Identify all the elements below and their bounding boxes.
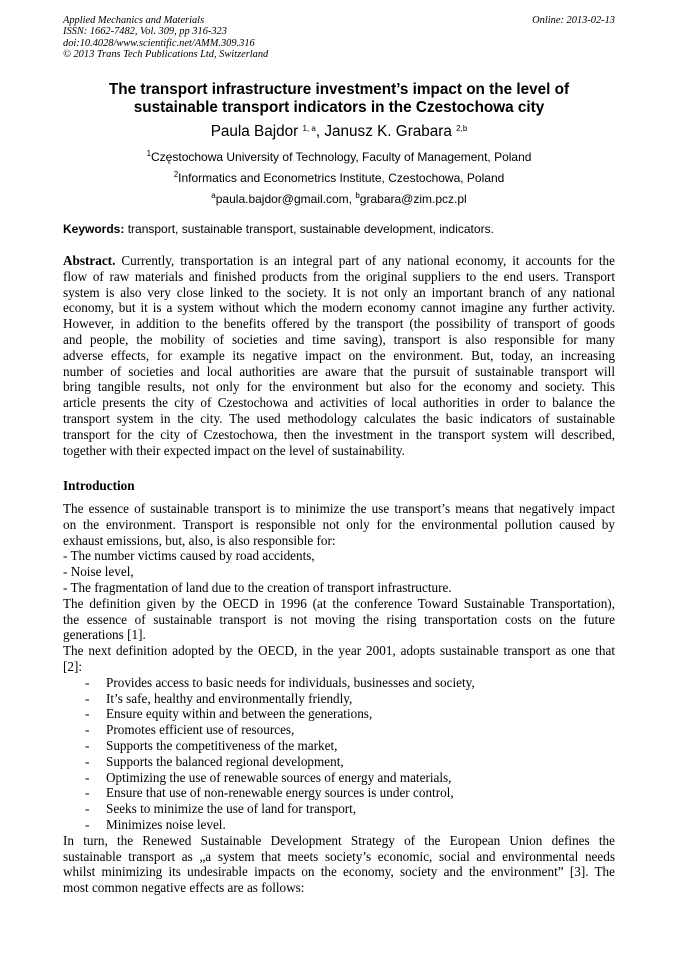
affiliation-2-text: Informatics and Econometrics Institute, Czestochowa, Poland	[178, 171, 505, 185]
abstract-line: However, in addition to the benefits offered by the transport (the possibility of transport of goods	[63, 316, 615, 332]
email-b: grabara@zim.pcz.pl	[359, 192, 467, 206]
intro-line: whilst minimizing its undesirable impacts on the economy, society and the environment” [3]. The	[63, 864, 615, 880]
list-item	[63, 817, 615, 833]
list-item-text: Ensure that use of non-renewable energy sources is under control,	[106, 785, 454, 801]
affiliation-2	[63, 171, 615, 185]
abstract-first-line: Currently, transportation is an integral part of any national economy, it accounts for the	[115, 253, 615, 268]
abstract-line: and people, the mobility of societies and time saving), transport is also responsible for many	[63, 331, 615, 347]
abstract-line: flow of raw materials and finished products from the original suppliers to the end users. Transport	[63, 268, 615, 284]
introduction-body	[63, 501, 615, 896]
abstract	[63, 253, 615, 458]
abstract-line	[63, 253, 615, 269]
list-bullet: -	[85, 769, 90, 785]
list-item-text: Supports the competitiveness of the market,	[106, 737, 338, 753]
dash-item: - Noise level,	[63, 564, 134, 580]
abstract-line: number of societies and local authorities are aware that the pursuit of sustainable transport will	[63, 363, 615, 379]
keywords-text: transport, sustainable transport, sustainable development, indicators.	[124, 222, 494, 236]
author-1-affiliation-mark: 1, a	[302, 124, 316, 133]
list-item-text: Supports the balanced regional development,	[106, 753, 344, 769]
abstract-line: article presents the city of Czestochowa and activities of local authorities in order to balance the	[63, 395, 615, 411]
author-2-affiliation-mark: 2,b	[456, 124, 468, 133]
list-item	[63, 754, 615, 770]
author-separator: ,	[315, 123, 325, 140]
affiliation-1-mark: 1	[146, 149, 152, 158]
list-bullet: -	[85, 753, 90, 769]
intro-line: most common negative effects are as follows:	[63, 880, 305, 896]
list-bullet: -	[85, 816, 90, 832]
intro-line: sustainable transport as „a system that meets society’s economic, social and environmental needs	[63, 848, 615, 864]
affiliation-1-text: Częstochowa University of Technology, Faculty of Management, Poland	[151, 150, 532, 164]
abstract-line: transport for the city of Czestochowa, then the investment in the transport system will described,	[63, 426, 615, 442]
list-item	[63, 675, 615, 691]
email-b-mark: b	[355, 191, 360, 200]
intro-line: on the environment. Transport is responsible not only for the environmental pollution caused by	[63, 516, 615, 532]
intro-line: In turn, the Renewed Sustainable Development Strategy of the European Union defines the	[63, 832, 615, 848]
intro-line: exhaust emissions, but, also, is also responsible for:	[63, 532, 336, 548]
dash-item: - The number victims caused by road accidents,	[63, 548, 315, 564]
intro-line: generations [1].	[63, 627, 146, 643]
list-item-text: Seeks to minimize the use of land for transport,	[106, 801, 357, 817]
list-item-text: It’s safe, healthy and environmentally friendly,	[106, 690, 353, 706]
email-a: paula.bajdor@gmail.com,	[215, 192, 356, 206]
abstract-line: economy, but it is a system without which the modern economy cannot imagine any further activity.	[63, 300, 615, 316]
online-date: Online: 2013-02-13	[532, 15, 615, 26]
list-item	[63, 722, 615, 738]
keywords	[63, 222, 615, 236]
abstract-line: system is also very close linked to the society. It is not only an important branch of any national	[63, 284, 615, 300]
introduction-heading: Introduction	[63, 478, 135, 493]
author-emails	[63, 192, 615, 206]
abstract-line: bring tangible results, not only for the environment but also for the economy and society. This	[63, 379, 615, 395]
list-item-text: Ensure equity within and between the generations,	[106, 706, 373, 722]
list-item	[63, 770, 615, 786]
abstract-line: adverse effects, for example its negative impact on the environment. But, today, an increasing	[63, 347, 615, 363]
list-item-text: Promotes efficient use of resources,	[106, 722, 295, 738]
list-item	[63, 706, 615, 722]
list-item	[63, 738, 615, 754]
intro-line: The essence of sustainable transport is to minimize the use transport’s means that negatively impact	[63, 501, 615, 516]
author-list	[63, 123, 615, 141]
list-item	[63, 801, 615, 817]
author-1: Paula Bajdor	[210, 123, 299, 140]
list-bullet: -	[85, 722, 90, 738]
author-2: Janusz K. Grabara	[324, 123, 452, 140]
list-bullet: -	[85, 785, 90, 801]
list-item	[63, 691, 615, 707]
list-bullet: -	[85, 674, 90, 690]
list-bullet: -	[85, 737, 90, 753]
list-item-text: Optimizing the use of renewable sources of energy and materials,	[106, 769, 452, 785]
list-bullet: -	[85, 690, 90, 706]
intro-line: The definition given by the OECD in 1996 (at the conference Toward Sustainable Transportation),	[63, 595, 615, 611]
page-header	[63, 15, 615, 61]
abstract-label: Abstract.	[63, 253, 116, 268]
intro-line: The next definition adopted by the OECD, in the year 2001, adopts sustainable transport as one that	[63, 643, 615, 659]
paper-title	[63, 81, 615, 117]
issn-line: ISSN: 1662-7482, Vol. 309, pp 316-323	[63, 26, 227, 38]
list-item-text: Minimizes noise level.	[106, 816, 226, 832]
list-item-text: Provides access to basic needs for individuals, businesses and society,	[106, 674, 475, 690]
list-item	[63, 785, 615, 801]
journal-name: Applied Mechanics and Materials	[63, 15, 205, 26]
keywords-label: Keywords:	[63, 222, 125, 236]
dash-item: - The fragmentation of land due to the creation of transport infrastructure.	[63, 579, 452, 595]
list-bullet: -	[85, 801, 90, 817]
intro-line: the essence of sustainable transport is not moving the rising transportation costs on the future	[63, 611, 615, 627]
intro-line: [2]:	[63, 658, 83, 674]
doi-line: doi:10.4028/www.scientific.net/AMM.309.316	[63, 37, 255, 49]
affiliation-2-mark: 2	[173, 170, 179, 179]
copyright-line: © 2013 Trans Tech Publications Ltd, Switzerland	[63, 49, 269, 61]
abstract-line: transport system in the city. The used methodology calculates the basic indicators of sustainable	[63, 410, 615, 426]
list-bullet: -	[85, 706, 90, 722]
title-line-2: sustainable transport indicators in the Czestochowa city	[133, 99, 545, 116]
email-a-mark: a	[211, 191, 216, 200]
abstract-line: together with their expected impact on the level of sustainability.	[63, 442, 405, 458]
title-line-1: The transport infrastructure investment’s impact on the level of	[108, 81, 570, 98]
affiliation-1	[63, 150, 615, 164]
